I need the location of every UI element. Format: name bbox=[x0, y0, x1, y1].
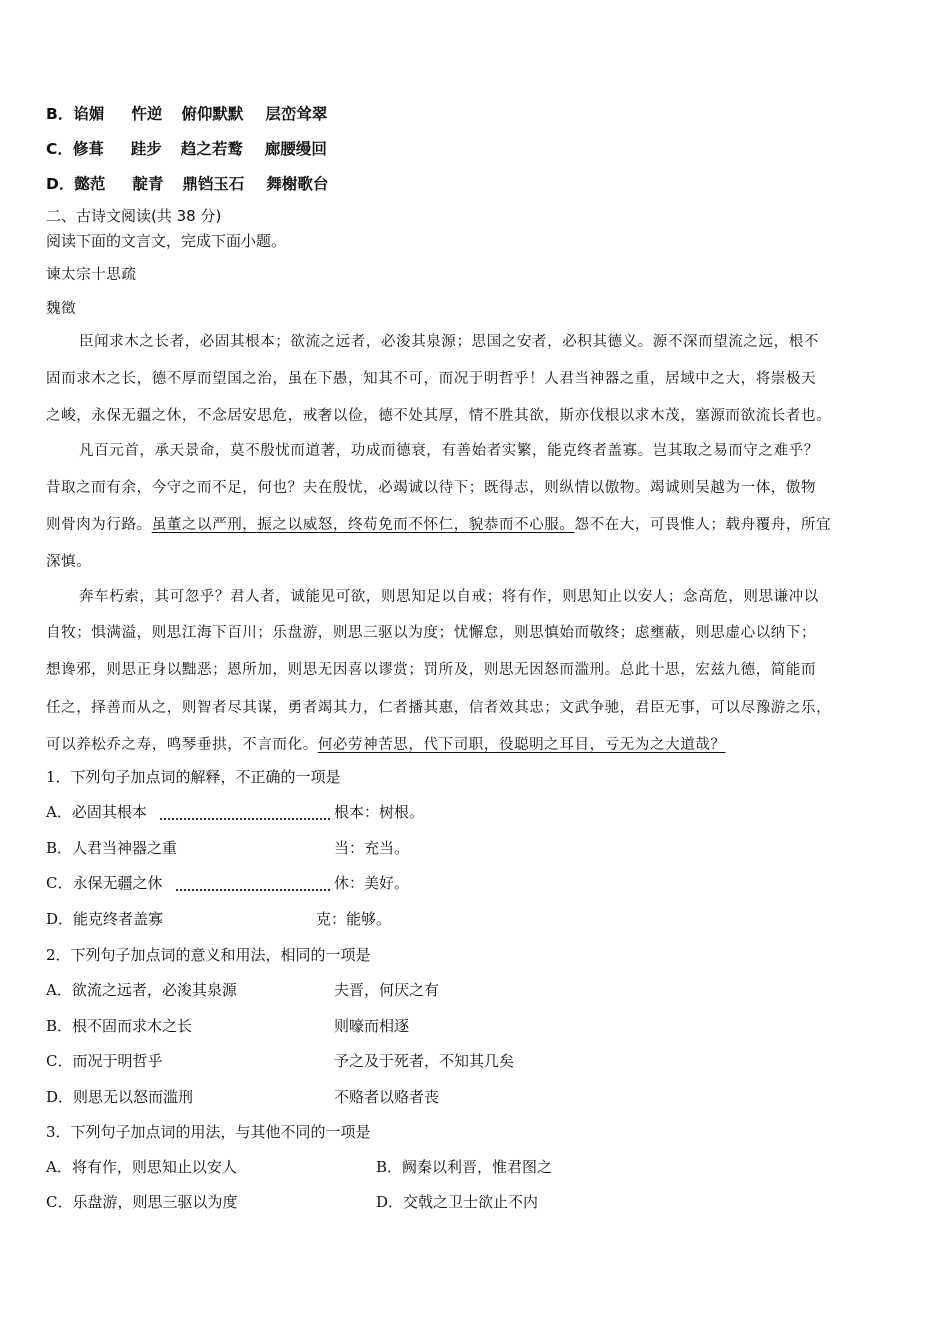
option-label: A． bbox=[46, 981, 72, 999]
option-text: 根不固而求木之长 bbox=[72, 1017, 193, 1035]
passage-line bbox=[46, 513, 831, 534]
article-author: 魏徵 bbox=[46, 301, 77, 317]
option-text: 必固其根本 bbox=[71, 803, 147, 821]
passage-line: 昔取之而有余，今守之而不足，何也？夫在殷忧，必竭诚以待下；既得志，则纵情以傲物。竭诚则吴越为一体，傲物 bbox=[46, 480, 817, 496]
question-option bbox=[46, 1050, 163, 1071]
option-text: 则思无以怒而滥刑 bbox=[73, 1088, 194, 1106]
underlined-sentence: 虽董之以严刑，振之以威怒，终苟免而不怀仁，貌恭而不心服。 bbox=[151, 517, 575, 533]
option-word: 修葺 bbox=[72, 140, 104, 158]
question-option bbox=[46, 1191, 238, 1212]
option-word: 舞榭歌台 bbox=[266, 175, 329, 193]
option-label: A． bbox=[46, 1158, 72, 1176]
option-text: 阙秦以利晋，惟君图之 bbox=[402, 1158, 553, 1176]
option-row-d bbox=[46, 172, 328, 194]
option-gloss: 根本：树根。 bbox=[334, 803, 425, 821]
option-label: B． bbox=[376, 1158, 403, 1176]
question-option bbox=[376, 1191, 538, 1212]
option-word: 层峦耸翠 bbox=[265, 105, 328, 123]
option-word: 懿范 bbox=[74, 175, 106, 193]
question-option bbox=[46, 908, 163, 929]
option-word: 鼎铛玉石 bbox=[182, 175, 245, 193]
option-gloss: 克：能够。 bbox=[316, 910, 392, 928]
question-option bbox=[46, 837, 177, 858]
option-word: 俯仰默默 bbox=[181, 105, 244, 123]
option-label: D． bbox=[376, 1193, 404, 1211]
passage-line: 深慎。 bbox=[46, 554, 92, 570]
option-text: 交戟之卫士欲止不内 bbox=[403, 1193, 539, 1211]
option-label: D． bbox=[46, 175, 75, 193]
question-option bbox=[46, 979, 237, 1000]
section-title: 二、古诗文阅读(共 38 分) bbox=[46, 207, 222, 225]
passage-line: 任之，择善而从之，则智者尽其谋，勇者竭其力，仁者播其惠，信者效其忠；文武争驰，君臣无事，可以尽豫游之乐， bbox=[46, 700, 832, 716]
question-option bbox=[46, 1156, 237, 1177]
option-label: B． bbox=[46, 1017, 73, 1035]
passage-text: 可以养松乔之寿，鸣琴垂拱，不言而化。 bbox=[46, 737, 318, 753]
question-option bbox=[46, 1015, 192, 1036]
option-compare: 夫晋，何厌之有 bbox=[334, 981, 440, 999]
passage-line: 凡百元首，承天景命，莫不殷忧而道著，功成而德衰，有善始者实繁，能克终者盖寡。岂其取之易而守之难乎？ bbox=[79, 443, 819, 459]
question-option bbox=[46, 872, 163, 893]
option-word: 谄媚 bbox=[73, 105, 105, 123]
option-compare: 予之及于死者，不知其几矣 bbox=[334, 1052, 515, 1070]
passage-text: 怨不在大，可畏惟人；载舟覆舟，所宜 bbox=[574, 517, 832, 533]
question-option bbox=[376, 1156, 552, 1177]
option-compare: 则嚎而相逐 bbox=[334, 1017, 410, 1035]
section-instruction: 阅读下面的文言文，完成下面小题。 bbox=[46, 232, 287, 250]
passage-line: 想谗邪，则思正身以黜恶；恩所加，则思无因喜以谬赏；罚所及，则思无因怒而滥刑。总此十思，宏兹九德，简能而 bbox=[46, 662, 817, 678]
option-label: D． bbox=[46, 910, 74, 928]
passage-line: 之峻，永保无疆之休，不念居安思危，戒奢以俭，德不处其厚，情不胜其欲，斯亦伐根以求木茂，塞源而欲流长者也。 bbox=[46, 408, 832, 424]
question-option bbox=[46, 801, 147, 822]
option-text: 将有作，则思知止以安人 bbox=[71, 1158, 237, 1176]
passage-line: 自牧；惧满溢，则思江海下百川；乐盘游，则思三驱以为度；忧懈怠，则思慎始而敬终；虑壅蔽，则思虚心以纳下； bbox=[46, 625, 817, 641]
option-word: 廊腰缦回 bbox=[264, 140, 327, 158]
question-stem: 2．下列句子加点词的意义和用法，相同的一项是 bbox=[46, 946, 371, 964]
passage-text: 则骨肉为行路。 bbox=[46, 517, 152, 533]
article-title: 谏太宗十思疏 bbox=[46, 267, 137, 283]
option-text: 欲流之远者，必浚其泉源 bbox=[71, 981, 237, 999]
option-text: 人君当神器之重 bbox=[72, 839, 178, 857]
passage-line: 固而求木之长，德不厚而望国之治，虽在下愚，知其不可，而况于明哲乎！人君当神器之重，居域中之大，将崇极天 bbox=[46, 371, 817, 387]
option-label: D． bbox=[46, 1088, 74, 1106]
option-label: A． bbox=[46, 803, 72, 821]
passage-line bbox=[46, 733, 726, 754]
option-word: 靛青 bbox=[132, 175, 164, 193]
option-row-b bbox=[46, 102, 327, 124]
option-label: C． bbox=[46, 140, 73, 158]
underlined-sentence: 何必劳神苦思，代下司职，役聪明之耳目，亏无为之大道哉？ bbox=[317, 737, 726, 753]
option-row-c bbox=[46, 137, 327, 159]
option-text: 而况于明哲乎 bbox=[72, 1052, 163, 1070]
option-text: 乐盘游，则思三驱以为度 bbox=[72, 1193, 238, 1211]
question-stem: 3．下列句子加点词的用法，与其他不同的一项是 bbox=[46, 1123, 371, 1141]
option-label: B． bbox=[46, 839, 73, 857]
option-compare: 不赂者以赂者丧 bbox=[334, 1088, 440, 1106]
option-word: 趋之若鹜 bbox=[180, 140, 243, 158]
option-label: B． bbox=[46, 105, 74, 123]
option-gloss: 休：美好。 bbox=[334, 874, 410, 892]
question-option bbox=[46, 1086, 193, 1107]
passage-line: 奔车朽索，其可忽乎？君人者，诚能见可欲，则思知足以自戒；将有作，则思知止以安人；念高危，则思谦冲以 bbox=[79, 589, 819, 605]
question-stem: 1．下列句子加点词的解释，不正确的一项是 bbox=[46, 768, 341, 786]
option-label: C． bbox=[46, 1052, 73, 1070]
option-word: 跬步 bbox=[130, 140, 162, 158]
option-text: 永保无疆之休 bbox=[72, 874, 163, 892]
dotted-leader bbox=[160, 812, 330, 820]
option-label: C． bbox=[46, 874, 73, 892]
option-word: 忤逆 bbox=[131, 105, 163, 123]
option-gloss: 当：充当。 bbox=[334, 839, 410, 857]
option-text: 能克终者盖寡 bbox=[73, 910, 164, 928]
passage-line: 臣闻求木之长者，必固其根本；欲流之远者，必浚其泉源；思国之安者，必积其德义。源不深而望流之远，根不 bbox=[79, 334, 819, 350]
option-label: C． bbox=[46, 1193, 73, 1211]
dotted-leader bbox=[176, 883, 330, 891]
